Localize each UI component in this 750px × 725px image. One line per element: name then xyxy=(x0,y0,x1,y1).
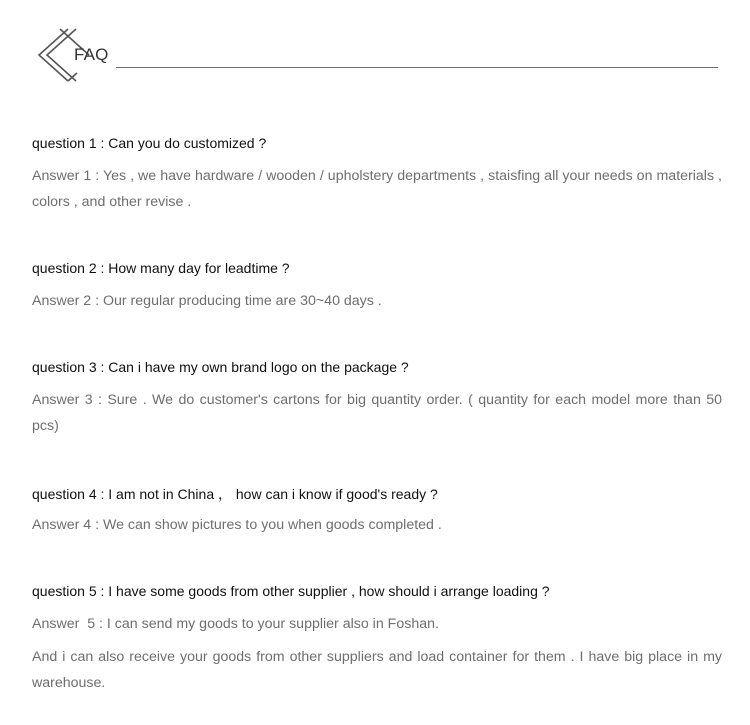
answer-2-label: Answer 2 xyxy=(32,293,92,309)
answer-5 xyxy=(32,611,722,637)
answer-3-label: Answer 3 xyxy=(32,392,93,408)
answer-2-text: : Our regular producing time are 30~40 days . xyxy=(91,293,382,309)
answer-3 xyxy=(32,387,722,439)
answer-4 xyxy=(32,512,722,538)
answer-4-label: Answer 4 xyxy=(32,517,92,533)
answer-1 xyxy=(32,163,722,215)
answer-4-text: : We can show pictures to you when goods completed . xyxy=(91,517,442,533)
answer-5-label: Answer 5 xyxy=(32,616,96,632)
question-2: question 2 : How many day for leadtime ? xyxy=(32,260,290,276)
question-5: question 5 : I have some goods from other supplier , how should i arrange loading ? xyxy=(32,583,550,599)
faq-title: FAQ xyxy=(74,45,109,64)
answer-1-label: Answer 1 xyxy=(32,168,92,184)
answer-2 xyxy=(32,288,722,314)
question-3: question 3 : Can i have my own brand logo on the package ? xyxy=(32,359,409,375)
answer-3-text: : Sure . We do customer's cartons for big quantity order. ( quantity for each model more than 50 pcs) xyxy=(32,392,723,434)
question-1: question 1 : Can you do customized ? xyxy=(32,135,267,151)
header-divider xyxy=(116,67,718,68)
faq-header xyxy=(32,26,718,86)
answer-5-extra: And i can also receive your goods from other suppliers and load container for them . I have big place in my warehouse. xyxy=(32,649,722,691)
question-4: question 4 : I am not in China ， how can i know if good's ready ? xyxy=(32,486,438,502)
answer-1-text: : Yes , we have hardware / wooden / upholstery departments , staisfing all your needs on materials , colors , and other revise . xyxy=(32,168,722,210)
answer-5-text: : I can send my goods to your supplier also in Foshan. xyxy=(95,616,439,632)
